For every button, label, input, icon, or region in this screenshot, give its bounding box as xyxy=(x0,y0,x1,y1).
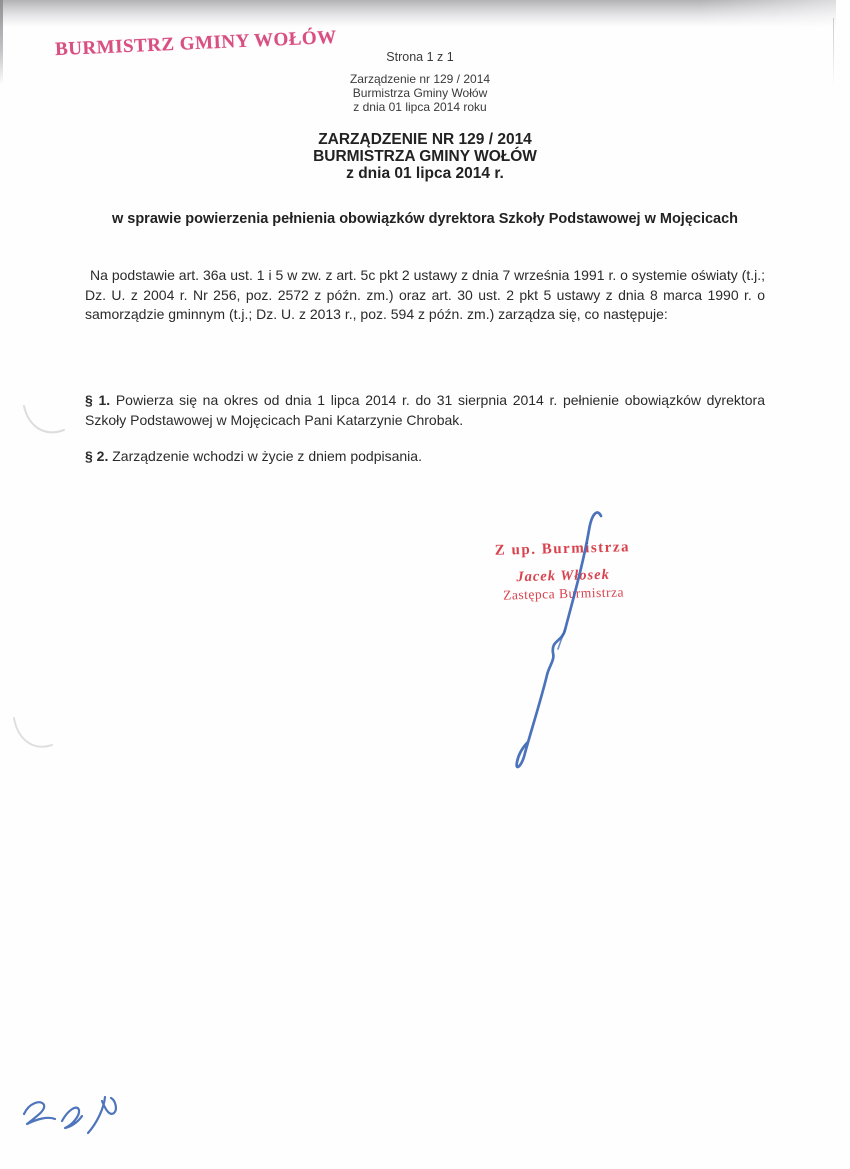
signature-stamp-name: Jacek Włosek xyxy=(516,566,611,586)
scan-fold-mark-bottom xyxy=(8,712,63,760)
section-paragraph-1 xyxy=(85,390,765,430)
section-marker: § 2. xyxy=(85,448,109,464)
doc-ref-line2: Burmistrza Gminy Wołów xyxy=(352,86,488,100)
doc-ref-line1: Zarządzenie nr 129 / 2014 xyxy=(349,72,491,86)
signature-stamp-authority: Z up. Burmistrza xyxy=(494,539,631,559)
scan-shadow-fade xyxy=(700,0,836,27)
section-text: Powierza się na okres od dnia 1 lipca 2014 r. do 31 sierpnia 2014 r. pełnienie obowiązków dyrektora Szkoły Podstawowej w Mojęcicach Pani Katarzynie Chrobak. xyxy=(85,392,766,428)
section-marker: § 1. xyxy=(85,392,111,408)
page-number: Strona 1 z 1 xyxy=(386,50,454,64)
handwritten-initials xyxy=(10,1090,150,1150)
scan-fold-mark-top xyxy=(20,398,75,446)
title-line2: BURMISTRZA GMINY WOŁÓW xyxy=(313,148,537,165)
title-line1: ZARZĄDZENIE NR 129 / 2014 xyxy=(318,131,532,148)
doc-ref-line3: z dnia 01 lipca 2014 roku xyxy=(353,100,487,114)
document-reference xyxy=(0,72,840,114)
pen-signature-ink xyxy=(470,485,650,795)
document-subject: w sprawie powierzenia pełnienia obowiązków dyrektora Szkoły Podstawowej w Mojęcicach xyxy=(111,211,739,227)
legal-basis-paragraph: Na podstawie art. 36a ust. 1 i 5 w zw. z art. 5c pkt 2 ustawy z dnia 7 września 1991 r. o systemie oświaty (t.j.; Dz. U. z 2004 r. Nr 256, poz. 2572 z późn. zm.) oraz art. 30 ust. 2 pkt 5 ustawy z dnia 8 marca 1990 r. o samorządzie gminnym (t.j.; Dz. U. z 2013 r., poz. 594 z późn. zm.) zarządza się, co następuje: xyxy=(85,267,765,322)
section-paragraph-2 xyxy=(85,446,765,466)
office-stamp-burmistrz: BURMISTRZ GMINY WOŁÓW xyxy=(54,26,338,61)
section-text: Zarządzenie wchodzi w życie z dniem podpisania. xyxy=(112,448,422,464)
document-title xyxy=(0,131,850,182)
signature-stamp-role: Zastępca Burmistrza xyxy=(502,584,625,603)
title-line3: z dnia 01 lipca 2014 r. xyxy=(346,165,504,182)
